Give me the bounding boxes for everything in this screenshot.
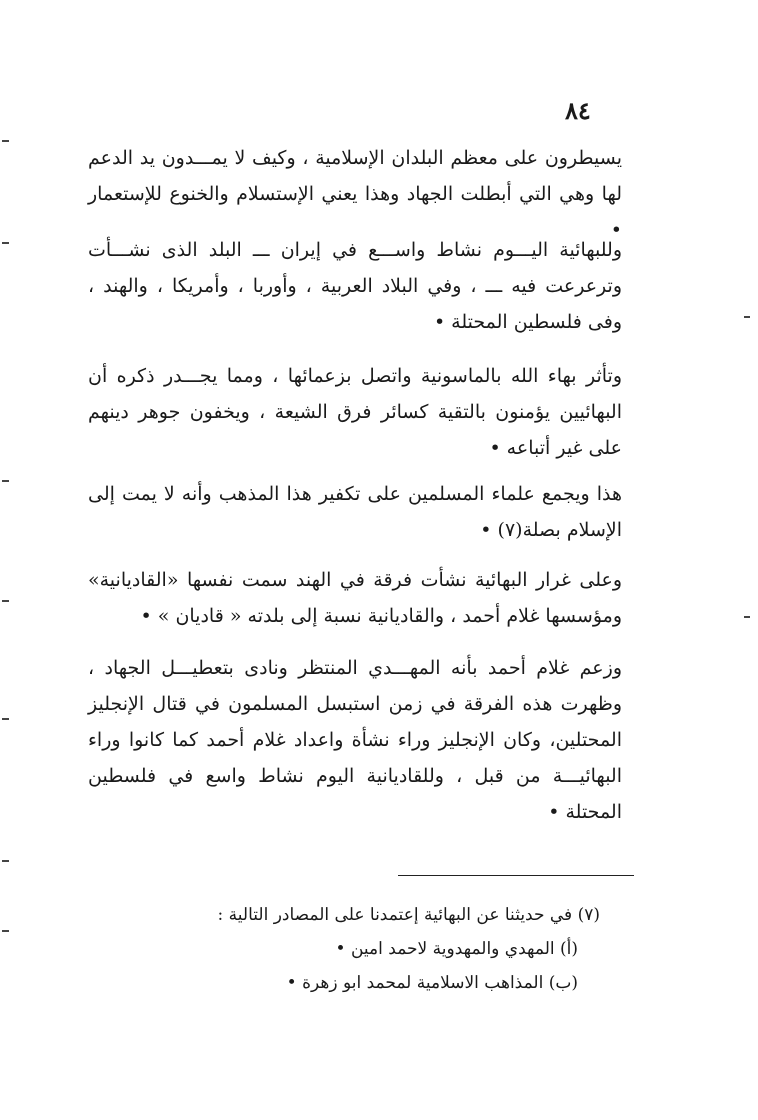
paragraph-1: يسيطرون على معظم البلدان الإسلامية ، وكيف لا يمـــدون يد الدعم لها وهي التي أبطلت الجهاد وهذا يعني الإستسلام والخنوع للإستعمار •	[88, 147, 622, 241]
footnote-item: (ب) المذاهب الاسلامية لمحمد ابو زهرة •	[286, 973, 578, 993]
footnote-intro: (٧) في حديثنا عن البهائية إعتمدنا على المصادر التالية :	[217, 905, 600, 925]
scan-edge-mark	[2, 860, 9, 862]
scan-edge-mark	[2, 718, 9, 720]
scan-edge-mark	[744, 316, 750, 318]
page-number: ٨٤	[565, 96, 591, 125]
footnotes	[160, 898, 600, 1000]
footnote-rule	[398, 875, 634, 876]
scan-edge-mark	[2, 140, 9, 142]
paragraph-3: وتأثر بهاء الله بالماسونية واتصل بزعمائها ، ومما يجـــدر ذكره أن البهائيين يؤمنون بالتقية كسائر فرق الشيعة ، ويخفون جوهر دينهم على غير أتباعه •	[88, 365, 622, 459]
paragraph-4: هذا ويجمع علماء المسلمين على تكفير هذا المذهب وأنه لا يمت إلى الإسلام بصلة(٧) •	[88, 483, 622, 541]
scan-edge-mark	[2, 930, 9, 932]
scan-edge-mark	[2, 480, 9, 482]
paragraph-6: وزعم غلام أحمد بأنه المهـــدي المنتظر ونادى بتعطيـــل الجهاد ، وظهرت هذه الفرقة في زمن استبسل المسلمون في قتال الإنجليز المحتلين، وكان الإنجليز وراء نشأة واعداد غلام أحمد كما كانوا وراء البهائيـــة من قبل ، وللقاديانية اليوم نشاط واسع في فلسطين المحتلة •	[88, 657, 622, 823]
scan-edge-mark	[2, 600, 9, 602]
scan-edge-mark	[2, 242, 9, 244]
scan-edge-mark	[744, 616, 750, 618]
footnote-item: (أ) المهدي والمهدوية لاحمد امين •	[335, 939, 578, 959]
paragraph-2: وللبهائية اليـــوم نشاط واســـع في إيران ـــ البلد الذى نشـــأت وترعرعت فيه ـــ ، وفي البلاد العربية ، وأوربا ، وأمريكا ، والهند ، وفى فلسطين المحتلة •	[88, 239, 622, 333]
paragraph-5: وعلى غرار البهائية نشأت فرقة في الهند سمت نفسها «القاديانية» ومؤسسها غلام أحمد ، والقاديانية نسبة إلى بلدته « قاديان » •	[88, 569, 622, 627]
